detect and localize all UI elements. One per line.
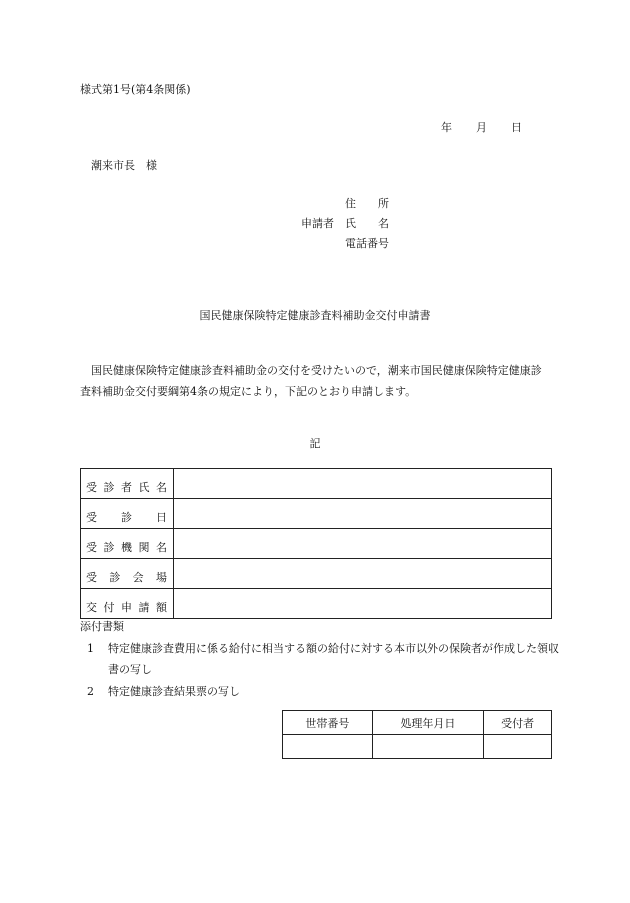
attachment-item-2 [87, 681, 560, 702]
info-label-char: 者 [121, 481, 132, 494]
info-row-value[interactable] [174, 589, 552, 619]
info-table [80, 468, 552, 619]
info-row [81, 589, 552, 619]
attachments-heading: 添付書類 [80, 620, 124, 633]
info-row-label [81, 559, 174, 589]
attachment-text: 特定健康診査結果票の写し [108, 685, 240, 698]
receiver-cell[interactable] [484, 735, 552, 759]
attachment-item-1 [87, 638, 560, 680]
processing-date-cell[interactable] [372, 735, 484, 759]
attachment-number: 2 [87, 685, 94, 698]
info-label-char: 診 [121, 511, 132, 524]
date-year: 年 [441, 121, 452, 134]
date-month: 月 [476, 121, 487, 134]
info-row-label [81, 499, 174, 529]
info-row-label [81, 589, 174, 619]
info-row [81, 559, 552, 589]
info-label-char: 氏 [138, 481, 150, 494]
applicant-label: 申請者 [301, 217, 334, 230]
body-paragraph: 国民健康保険特定健康診査料補助金の交付を受けたいので，潮来市国民健康保険特定健康診査料補助金交付要綱第4条の規定により，下記のとおり申請します。 [80, 364, 542, 398]
date-day: 日 [511, 121, 522, 134]
household-number-header: 世帯番号 [283, 711, 373, 735]
info-row-value[interactable] [174, 559, 552, 589]
document-title: 国民健康保険特定健康診査料補助金交付申請書 [199, 309, 431, 322]
info-label-char: 日 [156, 511, 167, 524]
info-row-label [81, 529, 174, 559]
attachment-text: 特定健康診査費用に係る給付に相当する額の給付に対する本市以外の保険者が作成した領収書の写し [108, 642, 559, 676]
info-label-char: 関 [138, 541, 150, 554]
info-row-label [81, 469, 174, 499]
attachment-number: 1 [87, 642, 94, 655]
applicant-block [301, 193, 389, 253]
info-label-char: 受 [86, 541, 97, 554]
info-row [81, 529, 552, 559]
info-label-char: 交 [86, 601, 97, 614]
info-row-value[interactable] [174, 469, 552, 499]
ki-mark: 記 [309, 437, 321, 450]
date-line [441, 119, 522, 135]
form-number: 様式第1号(第4条関係) [80, 83, 191, 96]
processing-date-header: 処理年月日 [372, 711, 484, 735]
info-row-value[interactable] [174, 499, 552, 529]
info-label-char: 診 [103, 541, 115, 554]
info-label-char: 名 [156, 481, 167, 494]
info-label-char: 受 [86, 571, 97, 584]
info-row-value[interactable] [174, 529, 552, 559]
info-label-char: 額 [156, 601, 167, 614]
info-label-char: 診 [109, 571, 121, 584]
addressee: 潮来市長 様 [91, 159, 157, 172]
info-label-char: 付 [103, 601, 115, 614]
info-label-char: 機 [121, 541, 132, 554]
info-row [81, 499, 552, 529]
address-label: 住 所 [345, 197, 389, 210]
name-label: 氏 名 [345, 217, 389, 230]
info-label-char: 会 [132, 571, 144, 584]
info-label-char: 受 [86, 481, 97, 494]
info-label-char: 請 [138, 601, 150, 614]
receiver-header: 受付者 [484, 711, 552, 735]
info-label-char: 診 [103, 481, 115, 494]
info-label-char: 申 [121, 601, 132, 614]
office-use-table [282, 710, 552, 759]
info-label-char: 名 [156, 541, 167, 554]
household-number-cell[interactable] [283, 735, 373, 759]
info-label-char: 受 [86, 511, 97, 524]
info-label-char: 場 [155, 571, 167, 584]
info-row [81, 469, 552, 499]
phone-label: 電話番号 [345, 237, 389, 250]
